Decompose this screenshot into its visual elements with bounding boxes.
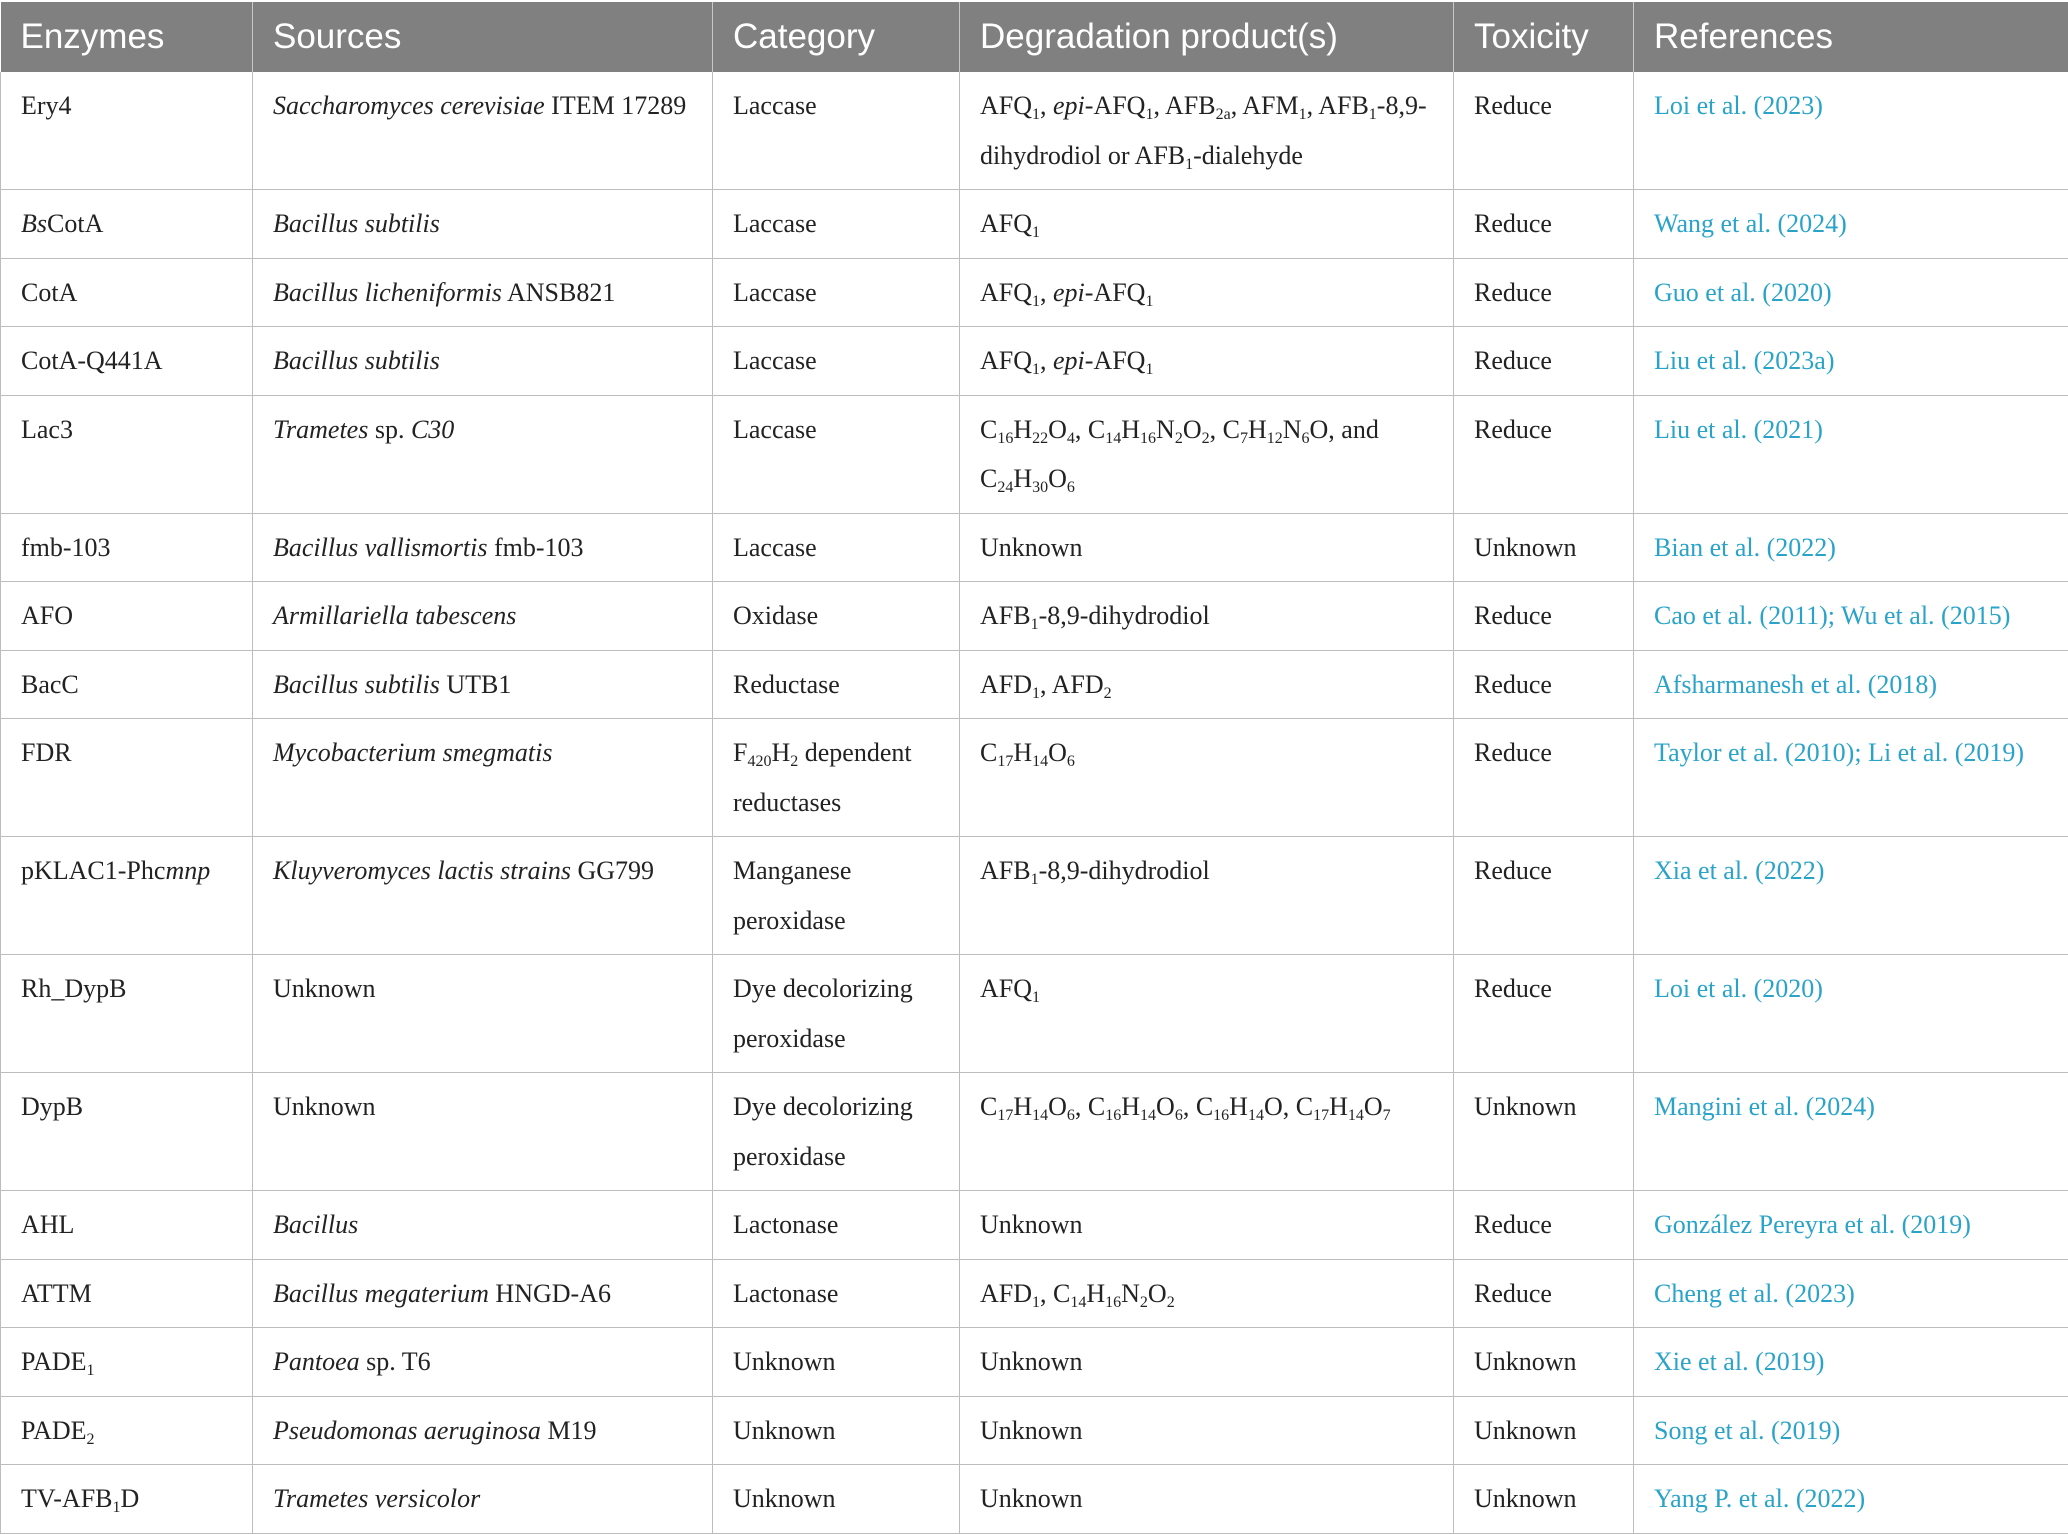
cell-category: Lactonase	[713, 1191, 960, 1260]
cell-source: Bacillus subtilis	[253, 327, 713, 396]
table-row	[1, 582, 2068, 651]
cell-category: Laccase	[713, 258, 960, 327]
header-row	[1, 2, 2068, 72]
cell-source: Bacillus	[253, 1191, 713, 1260]
table-row	[1, 327, 2068, 396]
cell-reference-link[interactable]: Wang et al. (2024)	[1634, 190, 2068, 259]
cell-reference-link[interactable]: Loi et al. (2020)	[1634, 955, 2068, 1073]
cell-reference-link[interactable]: González Pereyra et al. (2019)	[1634, 1191, 2068, 1260]
cell-toxicity: Unknown	[1454, 1073, 1634, 1191]
cell-enzyme: BacC	[1, 650, 253, 719]
cell-enzyme: pKLAC1-Phcmnp	[1, 837, 253, 955]
table-header	[1, 2, 2068, 72]
cell-category: $F_{420}H_2$ dependent reductases	[713, 719, 960, 837]
cell-degradation-products: $AFD_1$, $C_{14}H_{16}N_2O_2$	[960, 1259, 1454, 1328]
table-row	[1, 72, 2068, 190]
cell-reference-link[interactable]: Afsharmanesh et al. (2018)	[1634, 650, 2068, 719]
cell-category: Oxidase	[713, 582, 960, 651]
cell-enzyme: Lac3	[1, 395, 253, 513]
cell-reference-link[interactable]: Taylor et al. (2010); Li et al. (2019)	[1634, 719, 2068, 837]
cell-reference-link[interactable]: Xia et al. (2022)	[1634, 837, 2068, 955]
table-row	[1, 1259, 2068, 1328]
cell-category: Laccase	[713, 327, 960, 396]
cell-source: Mycobacterium smegmatis	[253, 719, 713, 837]
cell-reference-link[interactable]: Liu et al. (2021)	[1634, 395, 2068, 513]
header-category: Category	[713, 2, 960, 72]
cell-category: Reductase	[713, 650, 960, 719]
cell-source: Trametes sp. C30	[253, 395, 713, 513]
table-row	[1, 395, 2068, 513]
cell-source: Bacillus vallismortis fmb-103	[253, 513, 713, 582]
cell-category: Dye decolorizing peroxidase	[713, 955, 960, 1073]
cell-category: Unknown	[713, 1465, 960, 1534]
table-row	[1, 190, 2068, 259]
cell-source: Saccharomyces cerevisiae ITEM 17289	[253, 72, 713, 190]
cell-enzyme: Ery4	[1, 72, 253, 190]
cell-degradation-products: $AFQ_1$	[960, 955, 1454, 1073]
cell-category: Unknown	[713, 1396, 960, 1465]
cell-enzyme: BsCotA	[1, 190, 253, 259]
cell-category: Laccase	[713, 190, 960, 259]
cell-degradation-products: Unknown	[960, 1328, 1454, 1397]
cell-toxicity: Unknown	[1454, 513, 1634, 582]
cell-toxicity: Reduce	[1454, 395, 1634, 513]
cell-enzyme: CotA-Q441A	[1, 327, 253, 396]
cell-source: Armillariella tabescens	[253, 582, 713, 651]
cell-toxicity: Reduce	[1454, 190, 1634, 259]
cell-degradation-products: $AFQ_1$, epi-$AFQ_1$, $AFB_{2a}$, $AFM_1$, $AFB_1-8,9$-dihydrodiol or $AFB_1$-dialehyde	[960, 72, 1454, 190]
table-row	[1, 1396, 2068, 1465]
table-row	[1, 258, 2068, 327]
cell-source: Bacillus subtilis	[253, 190, 713, 259]
cell-degradation-products: Unknown	[960, 1191, 1454, 1260]
cell-reference-link[interactable]: Song et al. (2019)	[1634, 1396, 2068, 1465]
table-row	[1, 1073, 2068, 1191]
table-row	[1, 1191, 2068, 1260]
cell-source: Bacillus subtilis UTB1	[253, 650, 713, 719]
cell-degradation-products: $C_{17}H_{14}O_6$, $C_{16}H_{14}O_6$, $C_{16}H_{14}O$, $C_{17}H_{14}O_7$	[960, 1073, 1454, 1191]
cell-source: Pantoea sp. T6	[253, 1328, 713, 1397]
cell-enzyme: DypB	[1, 1073, 253, 1191]
cell-degradation-products: $AFQ_1$, epi-$AFQ_1$	[960, 327, 1454, 396]
cell-reference-link[interactable]: Yang P. et al. (2022)	[1634, 1465, 2068, 1534]
cell-source: Unknown	[253, 1073, 713, 1191]
cell-category: Laccase	[713, 513, 960, 582]
cell-enzyme: Rh_DypB	[1, 955, 253, 1073]
cell-enzyme: CotA	[1, 258, 253, 327]
cell-toxicity: Reduce	[1454, 650, 1634, 719]
cell-toxicity: Reduce	[1454, 582, 1634, 651]
cell-degradation-products: $C_{17}H_{14}O_6$	[960, 719, 1454, 837]
enzyme-table	[0, 2, 2068, 1534]
cell-category: Laccase	[713, 395, 960, 513]
cell-toxicity: Reduce	[1454, 837, 1634, 955]
cell-source: Unknown	[253, 955, 713, 1073]
cell-toxicity: Reduce	[1454, 719, 1634, 837]
table-row	[1, 719, 2068, 837]
header-degradation-products: Degradation product(s)	[960, 2, 1454, 72]
cell-source: Kluyveromyces lactis strains GG799	[253, 837, 713, 955]
table-row	[1, 837, 2068, 955]
cell-enzyme: $PADE_2$	[1, 1396, 253, 1465]
cell-reference-link[interactable]: Guo et al. (2020)	[1634, 258, 2068, 327]
header-enzymes: Enzymes	[1, 2, 253, 72]
table-body	[1, 72, 2068, 1533]
cell-degradation-products: $C_{16}H_{22}O_4$, $C_{14}H_{16}N_2O_2$, $C_7H_{12}N_6O$, and $C_{24}H_{30}O_6$	[960, 395, 1454, 513]
cell-reference-link[interactable]: Cheng et al. (2023)	[1634, 1259, 2068, 1328]
cell-enzyme: FDR	[1, 719, 253, 837]
cell-toxicity: Unknown	[1454, 1465, 1634, 1534]
cell-toxicity: Reduce	[1454, 1259, 1634, 1328]
cell-degradation-products: Unknown	[960, 513, 1454, 582]
cell-degradation-products: $AFQ_1$, epi-$AFQ_1$	[960, 258, 1454, 327]
table-row	[1, 955, 2068, 1073]
cell-reference-link[interactable]: Xie et al. (2019)	[1634, 1328, 2068, 1397]
cell-toxicity: Unknown	[1454, 1396, 1634, 1465]
cell-reference-link[interactable]: Cao et al. (2011); Wu et al. (2015)	[1634, 582, 2068, 651]
table-row	[1, 650, 2068, 719]
cell-toxicity: Unknown	[1454, 1328, 1634, 1397]
cell-category: Dye decolorizing peroxidase	[713, 1073, 960, 1191]
table-row	[1, 1328, 2068, 1397]
cell-enzyme: $PADE_1$	[1, 1328, 253, 1397]
cell-category: Laccase	[713, 72, 960, 190]
cell-reference-link[interactable]: Mangini et al. (2024)	[1634, 1073, 2068, 1191]
cell-source: Bacillus licheniformis ANSB821	[253, 258, 713, 327]
cell-toxicity: Reduce	[1454, 327, 1634, 396]
cell-enzyme: AHL	[1, 1191, 253, 1260]
cell-reference-link[interactable]: Liu et al. (2023a)	[1634, 327, 2068, 396]
cell-degradation-products: $AFD_1$, $AFD_2$	[960, 650, 1454, 719]
cell-source: Pseudomonas aeruginosa M19	[253, 1396, 713, 1465]
cell-enzyme: fmb-103	[1, 513, 253, 582]
cell-reference-link[interactable]: Loi et al. (2023)	[1634, 72, 2068, 190]
header-toxicity: Toxicity	[1454, 2, 1634, 72]
cell-enzyme: ATTM	[1, 1259, 253, 1328]
cell-enzyme: AFO	[1, 582, 253, 651]
cell-toxicity: Reduce	[1454, 258, 1634, 327]
cell-degradation-products: Unknown	[960, 1465, 1454, 1534]
header-references: References	[1634, 2, 2068, 72]
cell-toxicity: Reduce	[1454, 72, 1634, 190]
cell-degradation-products: Unknown	[960, 1396, 1454, 1465]
cell-degradation-products: $AFB_1-8,9$-dihydrodiol	[960, 582, 1454, 651]
cell-category: Lactonase	[713, 1259, 960, 1328]
cell-degradation-products: $AFB_1-8,9$-dihydrodiol	[960, 837, 1454, 955]
cell-enzyme: $TV-AFB_1D$	[1, 1465, 253, 1534]
cell-degradation-products: $AFQ_1$	[960, 190, 1454, 259]
cell-category: Unknown	[713, 1328, 960, 1397]
table-row	[1, 513, 2068, 582]
cell-category: Manganese peroxidase	[713, 837, 960, 955]
header-sources: Sources	[253, 2, 713, 72]
cell-source: Bacillus megaterium HNGD-A6	[253, 1259, 713, 1328]
table-row	[1, 1465, 2068, 1534]
cell-source: Trametes versicolor	[253, 1465, 713, 1534]
cell-toxicity: Reduce	[1454, 1191, 1634, 1260]
cell-toxicity: Reduce	[1454, 955, 1634, 1073]
cell-reference-link[interactable]: Bian et al. (2022)	[1634, 513, 2068, 582]
